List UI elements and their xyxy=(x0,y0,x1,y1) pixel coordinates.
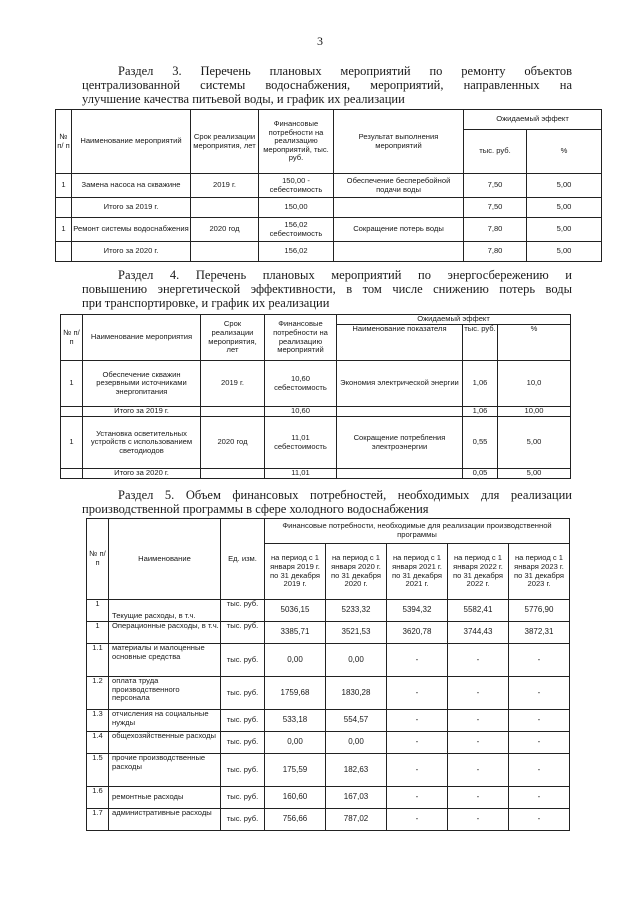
heading-line: Раздел 5. Объем финансовых потребностей, необходимых для реализации xyxy=(118,488,572,502)
cell-value: - xyxy=(387,787,448,809)
cell-value: - xyxy=(448,710,509,732)
header-effect: Ожидаемый эффект xyxy=(464,110,602,130)
cell-finance: 11,01 себестоимость xyxy=(265,417,337,469)
page-number: 3 xyxy=(317,34,323,48)
table-row xyxy=(87,809,570,831)
section-3-table xyxy=(55,109,602,262)
cell-unit: тыс. руб. xyxy=(221,754,265,787)
cell-rub: 7,80 xyxy=(464,218,527,242)
cell-num: 1 xyxy=(87,600,109,622)
cell-unit: тыс. руб. xyxy=(221,732,265,754)
header-effect-pct: % xyxy=(527,130,602,174)
cell-num: 1.7 xyxy=(87,809,109,831)
cell-num: 1 xyxy=(61,361,83,407)
cell-unit: тыс. руб. xyxy=(221,787,265,809)
cell-period xyxy=(191,198,259,218)
cell-value: - xyxy=(387,732,448,754)
cell-finance: 10,60 себестоимость xyxy=(265,361,337,407)
cell-value: - xyxy=(387,644,448,677)
cell-value: 5036,15 xyxy=(265,600,326,622)
table-row xyxy=(56,242,602,262)
cell-num: 1 xyxy=(56,174,72,198)
header-indicator: Наименование показателя xyxy=(337,325,463,361)
cell-pct: 5,00 xyxy=(527,218,602,242)
cell-name: Операционные расходы, в т.ч. xyxy=(109,622,221,644)
cell-value: 5233,32 xyxy=(326,600,387,622)
cell-finance: 156,02 xyxy=(259,242,334,262)
header-finance: Финансовые потребности на реализацию мероприятий, тыс. руб. xyxy=(259,110,334,174)
table-row xyxy=(87,787,570,809)
cell-unit: тыс. руб. xyxy=(221,644,265,677)
cell-unit: тыс. руб. xyxy=(221,600,265,622)
cell-value: - xyxy=(387,677,448,710)
table-row xyxy=(87,732,570,754)
cell-name: Итого за 2019 г. xyxy=(83,407,201,417)
cell-num: 1 xyxy=(87,622,109,644)
section-3-heading xyxy=(82,64,572,106)
header-finance-group: Финансовые потребности, необходимые для реализации производственной программы xyxy=(265,519,570,544)
header-pct: % xyxy=(498,325,571,361)
cell-pct: 10,0 xyxy=(498,361,571,407)
cell-num: 1.5 xyxy=(87,754,109,787)
header-finance: Финансовые потребности на реализацию мероприятий xyxy=(265,315,337,361)
table-row xyxy=(56,174,602,198)
header-name: Наименование мероприятий xyxy=(72,110,191,174)
cell-value: - xyxy=(387,710,448,732)
table-row xyxy=(87,600,570,622)
cell-num: 1 xyxy=(56,218,72,242)
cell-indicator xyxy=(337,407,463,417)
cell-value: 160,60 xyxy=(265,787,326,809)
cell-period: 2020 год xyxy=(201,417,265,469)
table-row xyxy=(87,754,570,787)
cell-period xyxy=(191,242,259,262)
heading-line: улучшение качества питьевой воды, и график их реализации xyxy=(82,92,405,106)
cell-value: - xyxy=(509,677,570,710)
cell-period xyxy=(201,407,265,417)
cell-unit: тыс. руб. xyxy=(221,710,265,732)
cell-value: - xyxy=(448,787,509,809)
cell-finance: 150,00 - себестоимость xyxy=(259,174,334,198)
cell-value: - xyxy=(448,809,509,831)
cell-finance: 10,60 xyxy=(265,407,337,417)
header-name: Наименование мероприятия xyxy=(83,315,201,361)
cell-unit: тыс. руб. xyxy=(221,622,265,644)
cell-value: 0,00 xyxy=(265,644,326,677)
heading-line: централизованной системы водоснабжения, мероприятий, направленных на xyxy=(82,78,572,92)
cell-value: - xyxy=(448,644,509,677)
cell-indicator: Сокращение потребления электроэнергии xyxy=(337,417,463,469)
header-period: на период с 1 января 2022 г. по 31 декабря 2022 г. xyxy=(448,544,509,600)
cell-value: 3521,53 xyxy=(326,622,387,644)
table-row xyxy=(61,407,571,417)
cell-value: - xyxy=(509,710,570,732)
cell-value: 5776,90 xyxy=(509,600,570,622)
header-period: Срок реализации мероприятия, лет xyxy=(191,110,259,174)
cell-value: 3385,71 xyxy=(265,622,326,644)
cell-name: Обеспечение скважин резервными источниками энергопитания xyxy=(83,361,201,407)
table-row xyxy=(56,198,602,218)
cell-pct: 5,00 xyxy=(527,242,602,262)
cell-num xyxy=(56,198,72,218)
cell-value: - xyxy=(387,809,448,831)
cell-name: отчисления на социальные нужды xyxy=(109,710,221,732)
section-5-table xyxy=(86,518,570,831)
cell-value: 787,02 xyxy=(326,809,387,831)
cell-rub: 1,06 xyxy=(463,407,498,417)
cell-value: 756,66 xyxy=(265,809,326,831)
cell-num: 1 xyxy=(61,417,83,469)
cell-num xyxy=(61,469,83,479)
cell-name: Установка осветительных устройств с использованием светодиодов xyxy=(83,417,201,469)
cell-value: - xyxy=(509,732,570,754)
cell-rub: 7,50 xyxy=(464,198,527,218)
cell-name: общехозяйственные расходы xyxy=(109,732,221,754)
cell-value: - xyxy=(509,644,570,677)
cell-pct: 5,00 xyxy=(527,198,602,218)
header-effect-rub: тыс. руб. xyxy=(464,130,527,174)
cell-unit: тыс. руб. xyxy=(221,677,265,710)
header-num: № п/п xyxy=(61,315,83,361)
cell-name: Замена насоса на скважине xyxy=(72,174,191,198)
cell-value: 1759,68 xyxy=(265,677,326,710)
cell-name: Итого за 2019 г. xyxy=(72,198,191,218)
cell-value: 175,59 xyxy=(265,754,326,787)
heading-line: повышению энергетической эффективности, в том числе снижению потерь воды xyxy=(82,282,572,296)
heading-line: производственной программы в сфере холодного водоснабжения xyxy=(82,502,429,516)
cell-value: 1830,28 xyxy=(326,677,387,710)
cell-value: - xyxy=(448,754,509,787)
cell-name: оплата труда производственного персонала xyxy=(109,677,221,710)
cell-value: 5582,41 xyxy=(448,600,509,622)
cell-value: 3744,43 xyxy=(448,622,509,644)
cell-value: 554,57 xyxy=(326,710,387,732)
cell-name: Ремонт системы водоснабжения xyxy=(72,218,191,242)
header-name: Наименование xyxy=(109,519,221,600)
header-num: № п/ п xyxy=(56,110,72,174)
cell-finance: 156,02 себестоимость xyxy=(259,218,334,242)
table-row xyxy=(87,710,570,732)
cell-name: административные расходы xyxy=(109,809,221,831)
heading-line: Раздел 3. Перечень плановых мероприятий по ремонту объектов xyxy=(118,64,572,78)
table-row xyxy=(56,218,602,242)
header-effect: Ожидаемый эффект xyxy=(337,315,571,325)
cell-value: 182,63 xyxy=(326,754,387,787)
header-period: на период с 1 января 2020 г. по 31 декабря 2020 г. xyxy=(326,544,387,600)
table-row xyxy=(87,677,570,710)
cell-value: - xyxy=(387,754,448,787)
cell-value: - xyxy=(509,787,570,809)
cell-period xyxy=(201,469,265,479)
cell-value: - xyxy=(448,677,509,710)
section-4-heading xyxy=(82,268,572,310)
header-unit: Ед. изм. xyxy=(221,519,265,600)
cell-name: ремонтные расходы xyxy=(109,787,221,809)
cell-num: 1.1 xyxy=(87,644,109,677)
cell-result: Обеспечение бесперебойной подачи воды xyxy=(334,174,464,198)
cell-value: 0,00 xyxy=(326,732,387,754)
section-5-heading xyxy=(82,488,572,516)
cell-num: 1.2 xyxy=(87,677,109,710)
cell-value: 5394,32 xyxy=(387,600,448,622)
header-num: № п/п xyxy=(87,519,109,600)
cell-indicator: Экономия электрической энергии xyxy=(337,361,463,407)
cell-pct: 5,00 xyxy=(527,174,602,198)
cell-finance: 150,00 xyxy=(259,198,334,218)
cell-period: 2019 г. xyxy=(191,174,259,198)
header-period: на период с 1 января 2019 г. по 31 декабря 2019 г. xyxy=(265,544,326,600)
cell-value: - xyxy=(509,809,570,831)
cell-num: 1.3 xyxy=(87,710,109,732)
cell-value: - xyxy=(509,754,570,787)
cell-result: Сокращение потерь воды xyxy=(334,218,464,242)
table-row xyxy=(87,644,570,677)
cell-name: Итого за 2020 г. xyxy=(72,242,191,262)
section-4-table xyxy=(60,314,571,479)
table-row xyxy=(61,469,571,479)
header-period: на период с 1 января 2021 г. по 31 декабря 2021 г. xyxy=(387,544,448,600)
cell-value: 533,18 xyxy=(265,710,326,732)
cell-result xyxy=(334,198,464,218)
cell-pct: 5,00 xyxy=(498,417,571,469)
cell-name: Текущие расходы, в т.ч. xyxy=(109,600,221,622)
cell-value: - xyxy=(448,732,509,754)
cell-unit: тыс. руб. xyxy=(221,809,265,831)
cell-rub: 1,06 xyxy=(463,361,498,407)
cell-period: 2019 г. xyxy=(201,361,265,407)
cell-name: прочие производственные расходы xyxy=(109,754,221,787)
cell-num xyxy=(56,242,72,262)
table-row xyxy=(87,622,570,644)
cell-name: Итого за 2020 г. xyxy=(83,469,201,479)
cell-rub: 7,50 xyxy=(464,174,527,198)
cell-rub: 7,80 xyxy=(464,242,527,262)
header-rub: тыс. руб. xyxy=(463,325,498,361)
cell-num xyxy=(61,407,83,417)
cell-finance: 11,01 xyxy=(265,469,337,479)
heading-line: Раздел 4. Перечень плановых мероприятий по энергосбережению и xyxy=(118,268,572,282)
table-row xyxy=(61,361,571,407)
cell-name: материалы и малоценные основные средства xyxy=(109,644,221,677)
header-result: Результат выполнения мероприятий xyxy=(334,110,464,174)
heading-line: при транспортировке, и график их реализации xyxy=(82,296,330,310)
cell-result xyxy=(334,242,464,262)
cell-value: 0,00 xyxy=(326,644,387,677)
table-row xyxy=(61,417,571,469)
cell-rub: 0,55 xyxy=(463,417,498,469)
header-period: на период с 1 января 2023 г. по 31 декабря 2023 г. xyxy=(509,544,570,600)
cell-rub: 0,05 xyxy=(463,469,498,479)
cell-pct: 10,00 xyxy=(498,407,571,417)
cell-value: 3620,78 xyxy=(387,622,448,644)
cell-value: 3872,31 xyxy=(509,622,570,644)
cell-num: 1.6 xyxy=(87,787,109,809)
cell-period: 2020 год xyxy=(191,218,259,242)
cell-value: 167,03 xyxy=(326,787,387,809)
cell-pct: 5,00 xyxy=(498,469,571,479)
header-period: Срок реализации мероприятия, лет xyxy=(201,315,265,361)
cell-num: 1.4 xyxy=(87,732,109,754)
cell-indicator xyxy=(337,469,463,479)
cell-value: 0,00 xyxy=(265,732,326,754)
